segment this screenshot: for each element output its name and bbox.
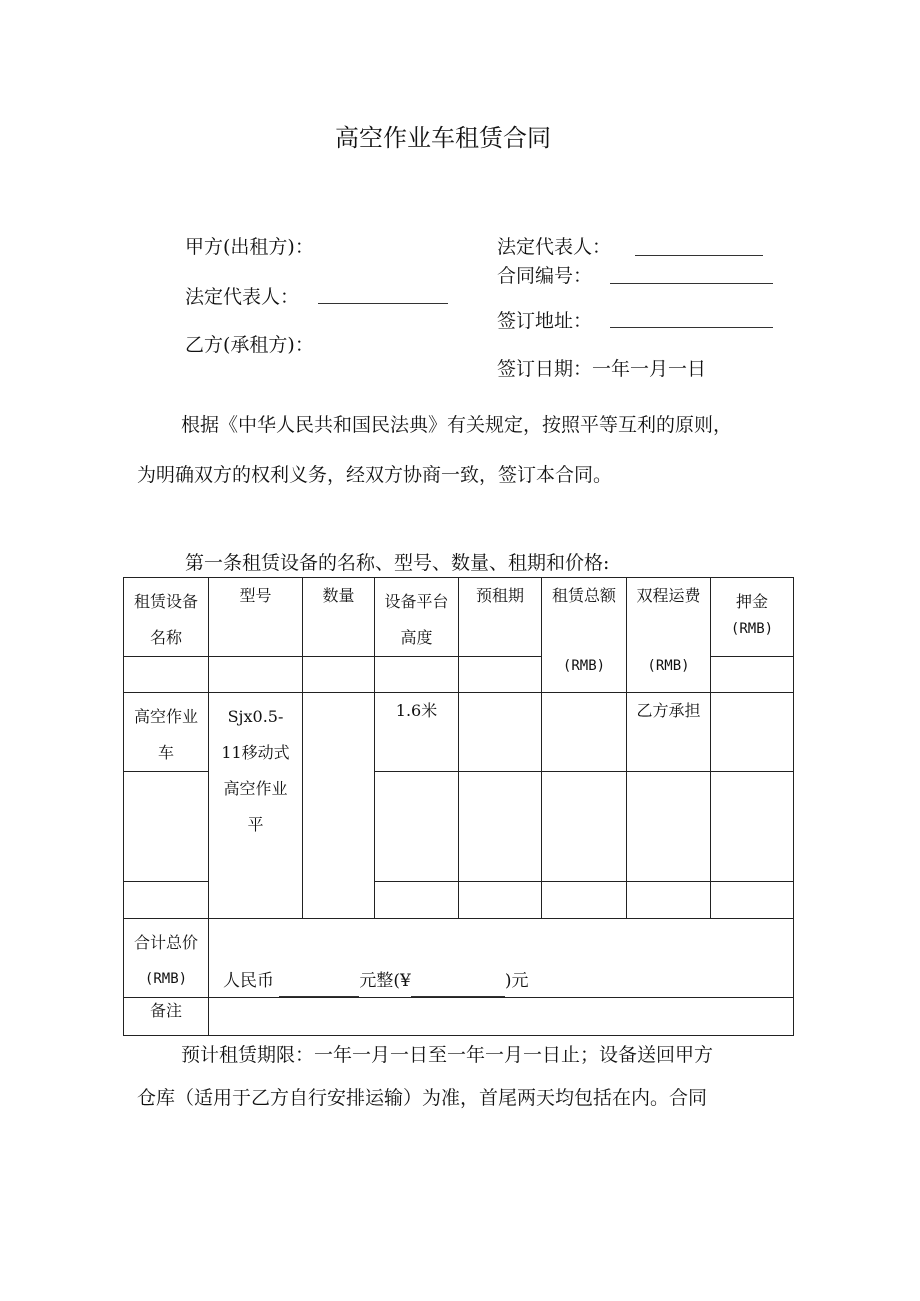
contract-no-blank xyxy=(610,282,773,284)
total-words-blank xyxy=(279,976,359,997)
table-cell xyxy=(303,657,375,693)
table-row xyxy=(124,693,794,772)
legal-rep-right-blank xyxy=(635,254,763,256)
total-yuan-text: )元 xyxy=(504,971,529,991)
header-platform-height-l2: 高度 xyxy=(400,628,433,647)
table-cell xyxy=(124,772,209,882)
period-line-2: 仓库（适用于乙方自行安排运输）为准，首尾两天均包括在内。合同 xyxy=(137,1087,708,1109)
legal-rep-left-blank xyxy=(318,302,448,304)
header-model: 型号 xyxy=(209,578,303,657)
remark-label: 备注 xyxy=(124,998,209,1036)
party-b-label: 乙方(承租方)： xyxy=(185,334,314,356)
header-equipment-name-l1: 租赁设备 xyxy=(133,592,198,611)
model-l2: 11移动式 xyxy=(221,743,290,762)
table-cell xyxy=(375,657,459,693)
table-cell xyxy=(375,882,459,919)
table-cell xyxy=(124,882,209,919)
table-cell xyxy=(459,882,542,919)
cell-quantity xyxy=(303,693,375,919)
table-cell xyxy=(459,693,542,772)
sign-place-blank xyxy=(610,326,773,328)
header-freight xyxy=(627,578,711,693)
table-cell xyxy=(542,772,627,882)
contract-no-label: 合同编号： xyxy=(497,265,593,287)
header-quantity: 数量 xyxy=(303,578,375,657)
contract-title: 高空作业车租赁合同 xyxy=(335,124,551,152)
table-remark-row xyxy=(124,998,794,1036)
legal-rep-left-label: 法定代表人： xyxy=(185,286,300,308)
sign-place-label: 签订地址： xyxy=(497,310,593,332)
header-rental-total xyxy=(542,578,627,693)
header-rental-total-unit: (RMB) xyxy=(562,658,606,674)
total-label-unit: (RMB) xyxy=(144,971,188,987)
total-label-l1: 合计总价 xyxy=(133,933,198,952)
rental-equipment-table xyxy=(123,577,794,1036)
table-header-row xyxy=(124,578,794,657)
header-rental-total-text: 租赁总额 xyxy=(551,586,616,605)
header-deposit-text: 押金 xyxy=(735,592,768,611)
total-rmb-text: 人民币 xyxy=(223,971,274,991)
total-label xyxy=(124,919,209,998)
header-platform-height xyxy=(375,578,459,657)
table-cell xyxy=(124,657,209,693)
table-cell xyxy=(711,882,794,919)
intro-line-1: 根据《中华人民共和国民法典》有关规定，按照平等互利的原则， xyxy=(181,414,733,436)
table-cell xyxy=(711,693,794,772)
cell-equipment-name xyxy=(124,693,209,772)
period-line-1: 预计租赁期限：一年一月一日至一年一月一日止；设备送回甲方 xyxy=(181,1044,714,1066)
article-1-heading: 第一条租赁设备的名称、型号、数量、租期和价格: xyxy=(185,552,610,574)
header-freight-text: 双程运费 xyxy=(636,586,701,605)
total-value xyxy=(209,919,794,998)
header-freight-unit: (RMB) xyxy=(647,658,690,674)
table-total-row xyxy=(124,919,794,998)
header-equipment-name xyxy=(124,578,209,657)
party-a-label: 甲方(出租方)： xyxy=(185,236,314,258)
table-cell xyxy=(711,772,794,882)
table-cell xyxy=(459,657,542,693)
header-deposit xyxy=(711,578,794,657)
header-rental-term: 预租期 xyxy=(459,578,542,657)
table-cell xyxy=(542,693,627,772)
remark-value xyxy=(209,998,794,1036)
cell-platform-height: 1.6米 xyxy=(375,693,459,772)
table-cell xyxy=(627,882,711,919)
sign-date-label: 签订日期：一年一月一日 xyxy=(497,358,707,380)
equipment-name-l1: 高空作业 xyxy=(133,707,198,726)
table-cell xyxy=(459,772,542,882)
equipment-name-l2: 车 xyxy=(157,743,174,762)
cell-freight: 乙方承担 xyxy=(627,693,711,772)
header-platform-height-l1: 设备平台 xyxy=(384,592,449,611)
total-amount-blank xyxy=(411,976,505,997)
legal-rep-right-label xyxy=(497,232,611,259)
cell-model xyxy=(209,693,303,919)
legal-rep-right-text: 法定代表人： xyxy=(497,236,612,258)
model-l3: 高空作业 xyxy=(223,779,288,798)
header-deposit-unit: (RMB) xyxy=(730,621,774,637)
intro-line-2: 为明确双方的权利义务，经双方协商一致，签订本合同。 xyxy=(137,464,613,486)
table-cell xyxy=(711,657,794,693)
model-l4: 平 xyxy=(247,815,264,834)
table-cell xyxy=(209,657,303,693)
header-equipment-name-l2: 名称 xyxy=(149,628,182,647)
total-yuan-zheng-text: 元整(¥ xyxy=(359,971,411,991)
model-l1: Sjx0.5- xyxy=(227,707,284,726)
table-cell xyxy=(542,882,627,919)
table-cell xyxy=(627,772,711,882)
table-cell xyxy=(375,772,459,882)
